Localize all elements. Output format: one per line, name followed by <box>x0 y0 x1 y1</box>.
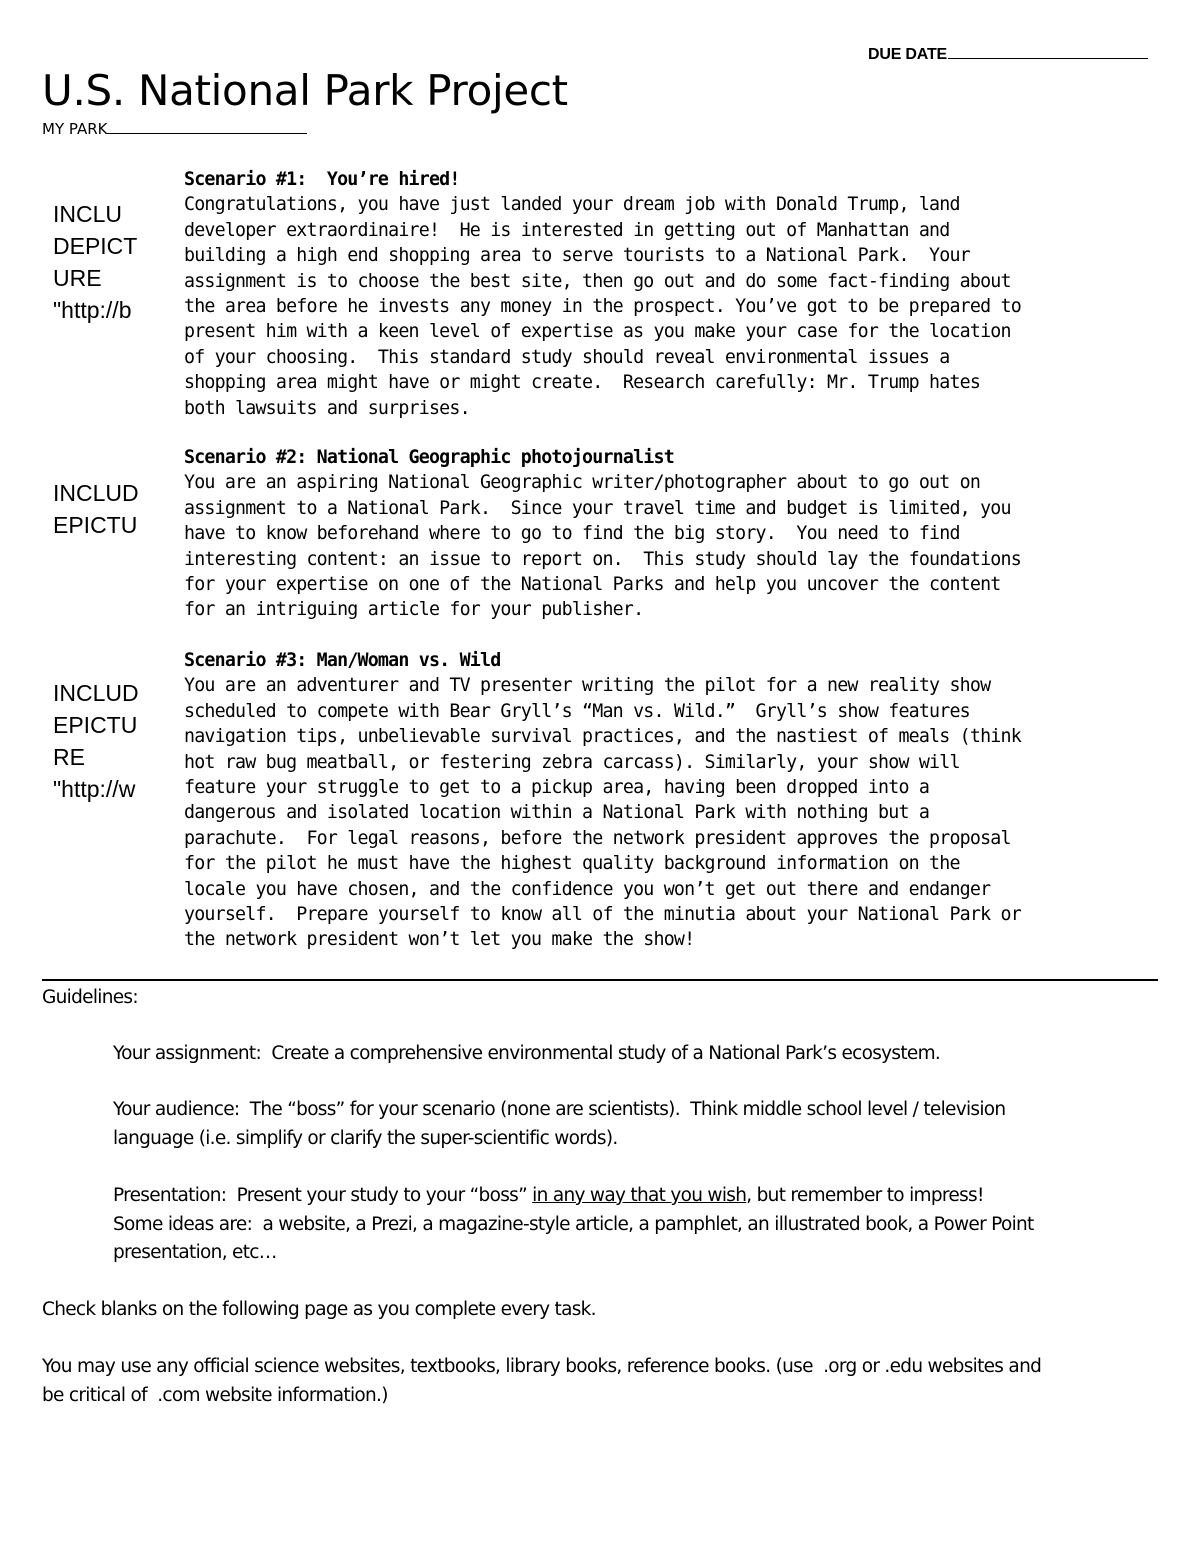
picture-placeholder-3: INCLUD EPICTU RE "http://w <box>53 680 139 802</box>
guideline-assignment: Your assignment: Create a comprehensive environmental study of a National Park’s ecosystem. <box>113 1043 941 1064</box>
page-title: U.S. National Park Project <box>42 66 568 115</box>
scenario-3-heading: Scenario #3: Man/Woman vs. Wild <box>184 650 501 671</box>
due-date-blank <box>948 44 1148 59</box>
scenario-2 <box>184 445 1174 623</box>
guidelines-label: Guidelines: <box>42 987 138 1008</box>
my-park-label: MY PARK <box>42 120 108 138</box>
scenario-3-body: You are an adventurer and TV presenter writing the pilot for a new reality show scheduled to compete with Bear Gryll’s “Man vs. Wild.” Gryll’s show features navigation tips, unbelievable survival practices, and the nastiest of meals (think hot raw bug meatball, or festering zebra carcass). Similarly, your show will feature your struggle to get to a pickup area, having been dropped into a dangerous and isolated location within a National Park with nothing but a parachute. For legal reasons, before the network president approves the proposal for the pilot he must have the highest quality background information on the locale you have chosen, and the confidence you won’t get out there and endanger yourself. Prepare yourself to know all of the minutia about your National Park or the network president won’t let you make the show! <box>184 675 1021 951</box>
guideline-audience: Your audience: The “boss” for your scenario (none are scientists). Think middle school level / television language (i.e. simplify or clarify the super-scientific words). <box>113 1099 1006 1149</box>
due-date-field <box>868 44 1148 64</box>
presentation-underlined-text: in any way that you wish <box>532 1185 747 1206</box>
section-divider <box>42 979 1158 981</box>
presentation-text-start: Presentation: Present your study to your “boss” <box>113 1185 533 1206</box>
guideline-presentation <box>113 1182 1034 1268</box>
scenario-1 <box>184 167 1174 421</box>
picture-placeholder-1: INCLU DEPICT URE "http://b <box>53 201 138 323</box>
scenario-1-heading: Scenario #1: You’re hired! <box>184 169 460 190</box>
scenario-2-body: You are an aspiring National Geographic writer/photographer about to go out on assignment to a National Park. Since your travel time and budget is limited, you have to know beforehand where to go to find the big story. You need to find interesting content: an issue to report on. This study should lay the foundations for your expertise on one of the National Parks and help you uncover the content for an intriguing article for your publisher. <box>184 472 1021 621</box>
scenario-3 <box>184 648 1174 953</box>
presentation-text-end: , but remember to impress! Some ideas are: a website, a Prezi, a magazine-style article, a pamphlet, an illustrated book, a Power Point presentation, etc… <box>113 1185 1034 1263</box>
guideline-sources-note: You may use any official science websites, textbooks, library books, reference books. (use .org or .edu websites and be critical of .com website information.) <box>42 1356 1042 1406</box>
due-date-label: DUE DATE <box>868 46 947 63</box>
scenario-2-heading: Scenario #2: National Geographic photojournalist <box>184 447 674 468</box>
picture-placeholder-2: INCLUD EPICTU <box>53 480 139 538</box>
my-park-field <box>42 119 307 138</box>
scenario-1-body: Congratulations, you have just landed your dream job with Donald Trump, land developer extraordinaire! He is interested in getting out of Manhattan and building a high end shopping area to serve tourists to a National Park. Your assignment is to choose the best site, then go out and do some fact-finding about the area before he invests any money in the prospect. You’ve got to be prepared to present him with a keen level of expertise as you make your case for the location of your choosing. This standard study should reveal environmental issues a shopping area might have or might create. Research carefully: Mr. Trump hates both lawsuits and surprises. <box>184 194 1021 419</box>
my-park-blank <box>107 119 307 134</box>
guideline-checklist-note: Check blanks on the following page as you complete every task. <box>42 1299 596 1320</box>
